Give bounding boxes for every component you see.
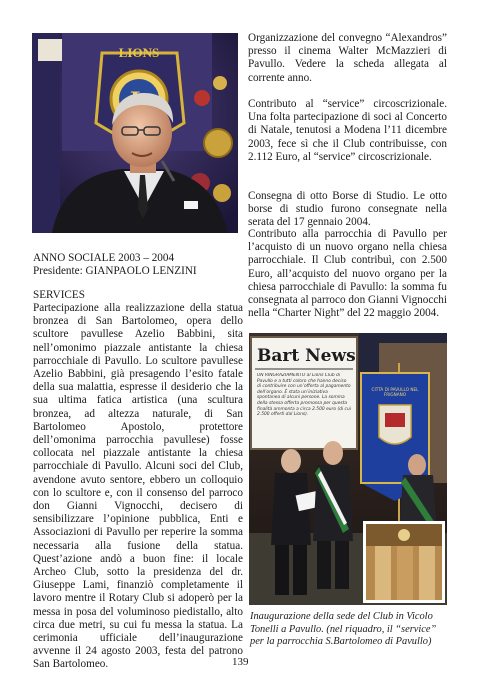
year-line: ANNO SOCIALE 2003 – 2004: [33, 252, 175, 264]
photo-caption: Inaugurazione della sede del Club in Vicolo Tonelli a Pavullo. (nel riquadro, il “service” per la parrocchia S.Bartolomeo di Pavullo): [250, 611, 437, 648]
inset-church-photo: [363, 521, 445, 603]
paragraph-organo: Contributo alla parrocchia di Pavullo per l’acquisto di un nuovo organo nella chiesa parrocchiale. Il Club contribuì, con 2.500 Euro, all’acquisto del nuovo organo per la chiesa parrocchiale di Pavullo: la somma fu consegnata al parroco don Gianni Vignocchi nella “Charter Night” del 22 maggio 2004.: [248, 228, 447, 320]
inauguration-photo: [249, 333, 447, 605]
page-number: 139: [232, 656, 249, 668]
paragraph-alexandros: Organizzazione del convegno “Alexandros” presso il cinema Walter McMazzieri di Pavullo. Vedere la scheda allegata al corrente anno.: [248, 32, 447, 84]
paragraph-service-circoscrizionale: Contributo al “service” circoscrizionale. Una folta partecipazione di soci al Concerto di Natale, tenutosi a Modena l’11 dicembre 2003, fece sì che il Club contribuisse, con 2.112 Euro, al “service” circoscrizionale.: [248, 98, 447, 163]
bart-news-sign: [251, 337, 357, 449]
sign-text: UN RINGRAZIAMENTO al Lions Club di Pavullo e a tutti coloro che hanno deciso di contribuire con un’offerta al pagamento dell’organo. È stata un’iniziativa spontanea di alcuni persone. La somma della stessa offerta promossa per questa finalità ammonta a circa 2.500 euro (di cui 2.500 offerti dal Lions).: [257, 373, 351, 418]
standard-text: CITTÀ DI PAVULLO NEL FRIGNANO: [371, 387, 419, 397]
president-photo-svg: [32, 33, 238, 233]
president-line: Presidente: GIANPAOLO LENZINI: [33, 265, 197, 277]
services-heading: SERVICES: [33, 289, 85, 301]
banner-pin: [204, 129, 232, 157]
services-paragraph: Partecipazione alla realizzazione della statua bronzea di San Bartolomeo, opera dello scultore pavullese Azelio Babbini, sita nell’omonimo piazzale antistante la chiesa parrocchiale di Pavullo. Lo scultore pavullese Azelio Babbini, già presagendo l’esito fatale della sua malattia, espresse il desiderio che la sua ultima fatica artistica (una scultura bronzea, ad altezza naturale, di San Bartolomeo Apostolo, protettore dell’omonima parrocchia pavullese) fosse collocata nel piazzale antistante la chiesa parrocchiale di Pavullo. Alcuni soci del Club, avendone avuto sentore, ebbero un colloquio con lo scultore e, con il consenso del parroco don Gianni Vignocchi, decisero di sensibilizzare l’opinione pubblica, Enti e Associazioni di Pavullo per reperire la somma necessaria alla fusione della statua. Quest’azione andò a buon fine: il locale Archeo Club, sotto la presidenza del dr. Giuseppe Lami, finanziò completamente il lavoro mentre il Rotary Club si adoperò per la messa in posa del voluminoso piedistallo, alto circa due metri, su cui fu messa la statua. La cerimonia ufficiale dell’inaugurazione avvenne il 24 agosto 2003, festa del patrono San Bartolomeo.: [33, 302, 243, 671]
president-photo: [32, 33, 238, 233]
inauguration-photo-svg: [249, 333, 447, 605]
sign-title: Bart News: [257, 346, 356, 366]
banner-pennant: [38, 39, 64, 61]
banner-lions-text: LIONS: [118, 45, 160, 60]
paragraph-borse-di-studio: Consegna di otto Borse di Studio. Le otto borse di studio furono consegnate nella serata del 17 gennaio 2004.: [248, 190, 447, 229]
